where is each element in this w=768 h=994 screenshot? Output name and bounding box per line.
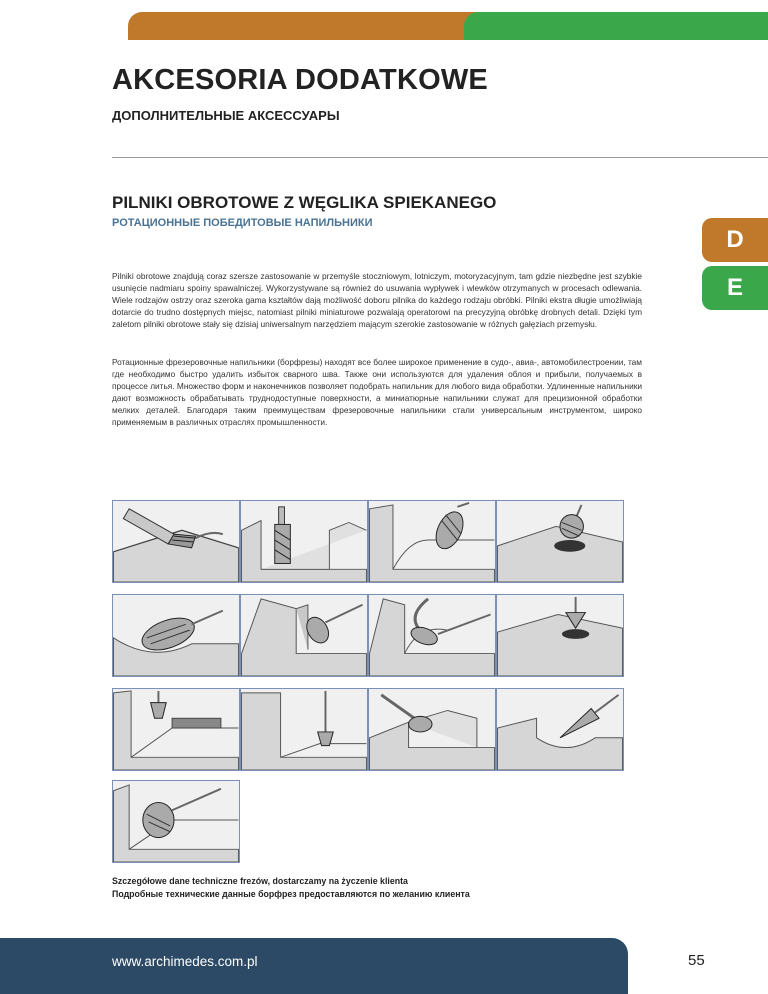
footnote-russian: Подробные технические данные борфрез предоставляются по желанию клиента (112, 889, 470, 899)
header-divider (112, 157, 768, 158)
ball-burr-illustration (496, 500, 624, 583)
paragraph-polish: Pilniki obrotowe znajdują coraz szersze zastosowanie w przemyśle stoczniowym, lotniczym, motoryzacyjnym, tam gdzie niezbędne jest szybkie usunięcie nadmiaru spoiny spawalniczej. Wykorzystywane są również do usuwania wypływek i wlewków otrzymanych w procesach odlewania. Wiele rodzajów ostrzy oraz szeroka gama kształtów dają możliwość doboru pilnika do każdego rodzaju obróbki. Pilniki ekstra długie umożliwiają dotarcie do trudno dostępnych miejsc, natomiast pilniki miniaturowe pozwalają operatorowi na precyzyjną obróbkę drobnych detali. Dzięki tym zaletom pilniki obrotowe stały się dzisiaj uniwersalnym narzędziem mającym szerokie zastosowanie w różnych gałęziach przemysłu. (112, 271, 642, 329)
footnote-polish: Szczegółowe dane techniczne frezów, dostarczamy na życzenie klienta (112, 876, 408, 886)
cone-burr-illustration (496, 688, 624, 771)
ball-stem-burr-illustration (240, 688, 368, 771)
page-number: 55 (688, 952, 705, 969)
cylinder-burr-illustration (112, 500, 240, 583)
top-accent-bar-orange (128, 12, 488, 40)
egg-burr-illustration (112, 780, 240, 863)
section-subtitle: РОТАЦИОННЫЕ ПОБЕДИТОВЫЕ НАПИЛЬНИКИ (112, 217, 373, 229)
cylinder-radius-burr-illustration (368, 688, 496, 771)
top-accent-bar-green (464, 12, 768, 40)
section-title: PILNIKI OBROTOWE Z WĘGLIKA SPIEKANEGO (112, 193, 497, 212)
footer-website-link[interactable]: www.archimedes.com.pl (112, 954, 258, 969)
footer-bar (0, 938, 628, 994)
paragraph-russian: Ротационные фрезеровочные напильники (борфрезы) находят все более широкое применение в судо-, авиа-, автомобилестроении, там где необходимо быстро удалить избыток сварного шва. Также они используются для удаления облоя и прибыли, получаемых в процессе литья. Множество форм и наконечников позволяет подобрать напильник для любого вида обработки. Удлиненные напильники дают возможность обрабатывать труднодоступные поверхности, а миниатюрные напильники служат для прецизионной обработки мелких деталей. Благодаря таким преимуществам фрезеровочные напильники стали универсальным инструментом, широко применяемым в различных отраслях промышленности. (112, 357, 642, 427)
countersink-burr-illustration (496, 594, 624, 677)
inverted-cone-burr-illustration (112, 688, 240, 771)
oval-burr-illustration (112, 594, 240, 677)
cylinder-end-cut-burr-illustration (240, 500, 368, 583)
tree-burr-illustration (368, 500, 496, 583)
tab-e[interactable]: E (702, 266, 768, 310)
flame-burr-illustration (368, 594, 496, 677)
tree-pointed-burr-illustration (240, 594, 368, 677)
page-subtitle: ДОПОЛНИТЕЛЬНЫЕ АКСЕССУАРЫ (112, 108, 340, 123)
page-title: AKCESORIA DODATKOWE (112, 64, 488, 96)
tab-d[interactable]: D (702, 218, 768, 262)
